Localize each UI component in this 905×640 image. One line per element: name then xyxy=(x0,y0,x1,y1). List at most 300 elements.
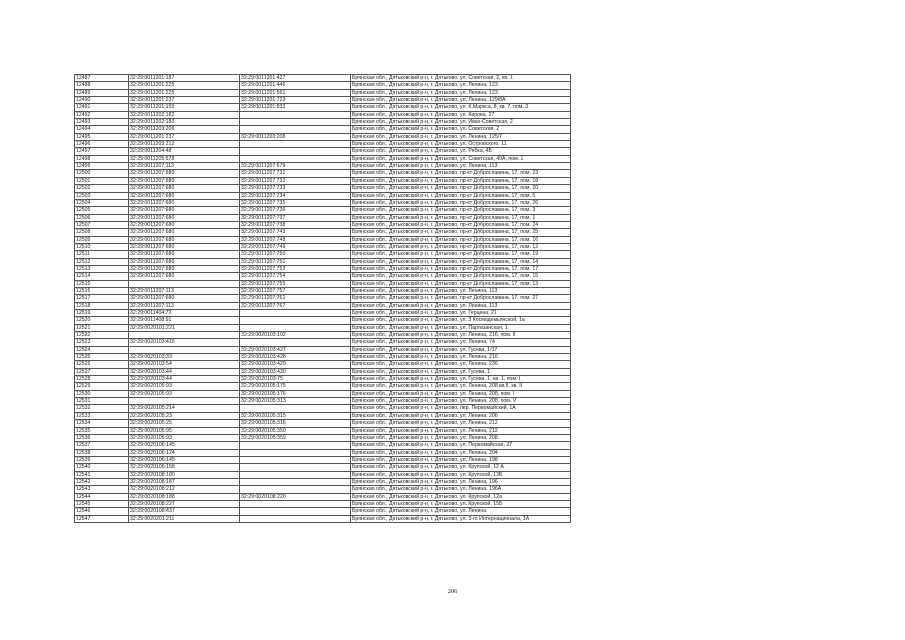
table-row xyxy=(75,163,571,170)
parcel-number-cell: 32:29:0011201:237 xyxy=(129,133,240,140)
object-number-cell xyxy=(240,148,351,155)
table-row xyxy=(75,75,571,82)
address-cell: Брянская обл., Дятьковский р-н, г. Дятьково, пр-кт Доброславина, 17, пом. 19 xyxy=(351,251,571,258)
row-number-cell: 12531 xyxy=(75,398,129,405)
object-number-cell xyxy=(240,471,351,478)
table-row xyxy=(75,273,571,280)
parcel-number-cell: 32:29:0020108:437 xyxy=(129,508,240,515)
row-number-cell: 12507 xyxy=(75,221,129,228)
row-number-cell: 12534 xyxy=(75,420,129,427)
address-cell: Брянская обл., Дятьковский р-н, г. Дятьково, ул. Гусева, 1/17 xyxy=(351,346,571,353)
object-number-cell xyxy=(240,449,351,456)
row-number-cell: 12521 xyxy=(75,324,129,331)
object-number-cell: 32:29:0020105:176 xyxy=(240,390,351,397)
table-row xyxy=(75,229,571,236)
row-number-cell: 12504 xyxy=(75,199,129,206)
table-row xyxy=(75,170,571,177)
table-row xyxy=(75,310,571,317)
address-cell: Брянская обл., Дятьковский р-н, г. Дятьково, ул. Советская, 40А, пом. 1 xyxy=(351,155,571,162)
parcel-number-cell: 32:29:0020108:188 xyxy=(129,493,240,500)
parcel-number-cell: 32:29:0011207:680 xyxy=(129,170,240,177)
row-number-cell: 12525 xyxy=(75,354,129,361)
table-row xyxy=(75,141,571,148)
parcel-number-cell xyxy=(129,332,240,339)
row-number-cell: 12540 xyxy=(75,464,129,471)
address-cell: Брянская обл., Дятьковский р-н, г. Дятьково, ул. Крупской, 13Б xyxy=(351,471,571,478)
address-cell: Брянская обл., Дятьковский р-н, г. Дятьково, ул. Ленина, 208 кв.II, кв. II xyxy=(351,383,571,390)
address-cell: Брянская обл., Дятьковский р-н, г. Дятьково, ул. Ленина, 208, пом. I xyxy=(351,390,571,397)
parcel-number-cell: 32:29:0011207:680 xyxy=(129,265,240,272)
row-number-cell: 12503 xyxy=(75,192,129,199)
table-row xyxy=(75,280,571,287)
object-number-cell: 32:29:0011207:734 xyxy=(240,192,351,199)
object-number-cell xyxy=(240,464,351,471)
address-cell: Брянская обл., Дятьковский р-н, г. Дятьково, пр-кт Доброславина, 17, пом. 27 xyxy=(351,295,571,302)
row-number-cell: 12528 xyxy=(75,376,129,383)
row-number-cell: 12516 xyxy=(75,287,129,294)
table-row xyxy=(75,376,571,383)
object-number-cell: 32:29:0011207:749 xyxy=(240,243,351,250)
object-number-cell: 32:29:0011207:753 xyxy=(240,265,351,272)
address-cell: Брянская обл., Дятьковский р-н, г. Дятьково, ул. Ленина, 129/8А xyxy=(351,97,571,104)
address-cell: Брянская обл., Дятьковский р-н, г. Дятьково, ул. Ленина, 206 xyxy=(351,412,571,419)
object-number-cell: 32:29:0020103:429 xyxy=(240,361,351,368)
object-number-cell xyxy=(240,119,351,126)
address-cell: Брянская обл., Дятьковский р-н, г. Дятьково, ул. Ленина, 208 xyxy=(351,434,571,441)
object-number-cell: 32:29:0011201:427 xyxy=(240,75,351,82)
parcel-number-cell: 32:29:0020103:44 xyxy=(129,376,240,383)
address-cell: Брянская обл., Дятьковский р-н, г. Дятьково, ул. Ленина, 196А xyxy=(351,486,571,493)
table-row xyxy=(75,192,571,199)
object-number-cell: 32:29:0011201:833 xyxy=(240,104,351,111)
object-number-cell: 32:29:0020105:316 xyxy=(240,420,351,427)
parcel-number-cell: 32:29:0011203:212 xyxy=(129,141,240,148)
object-number-cell: 32:29:0020105:359 xyxy=(240,434,351,441)
parcel-number-cell xyxy=(129,346,240,353)
row-number-cell: 12539 xyxy=(75,456,129,463)
object-number-cell: 32:29:0020103:430 xyxy=(240,368,351,375)
address-cell: Брянская обл., Дятьковский р-н, г. Дятьково, пр-кт Доброславина, 17, пом. 24 xyxy=(351,221,571,228)
parcel-number-cell: 32:29:0011207:680 xyxy=(129,207,240,214)
row-number-cell: 12547 xyxy=(75,515,129,522)
parcel-number-cell: 32:29:0020105:93 xyxy=(129,434,240,441)
table-row xyxy=(75,221,571,228)
address-cell: Брянская обл., Дятьковский р-н, г. Дятьково, пр-кт Доброславина, 17, пом. 16 xyxy=(351,236,571,243)
object-number-cell: 32:29:0011207:757 xyxy=(240,287,351,294)
address-cell: Брянская обл., Дятьковский р-н, г. Дятьково, ул. Ленина, 113 xyxy=(351,163,571,170)
address-cell: Брянская обл., Дятьковский р-н, г. Дятьково, ул. 3 Космодемьянской, 1а xyxy=(351,317,571,324)
table-row xyxy=(75,207,571,214)
row-number-cell: 12495 xyxy=(75,133,129,140)
row-number-cell: 12487 xyxy=(75,75,129,82)
address-cell: Брянская обл., Дятьковский р-н, г. Дятьково, ул. Ленина, 123 xyxy=(351,89,571,96)
row-number-cell: 12500 xyxy=(75,170,129,177)
address-cell: Брянская обл., Дятьковский р-н, г. Дятьково, пр-кт Доброславина, 17, пом. 5 xyxy=(351,192,571,199)
parcel-number-cell: 32:29:0011201:187 xyxy=(129,75,240,82)
table-row xyxy=(75,368,571,375)
parcel-number-cell: 32:29:0011204:48 xyxy=(129,148,240,155)
table-row xyxy=(75,258,571,265)
address-cell: Брянская обл., Дятьковский р-н, г. Дятьково, пр-кт Доброславина, 17, пом. 1 xyxy=(351,214,571,221)
row-number-cell: 12512 xyxy=(75,258,129,265)
table-row xyxy=(75,236,571,243)
object-number-cell: 32:29:0020103:102 xyxy=(240,332,351,339)
parcel-number-cell: 32:29:0011207:680 xyxy=(129,221,240,228)
table-row xyxy=(75,243,571,250)
table-row xyxy=(75,434,571,441)
parcel-number-cell: 32:29:0011202:183 xyxy=(129,119,240,126)
parcel-number-cell: 32:29:0020105:214 xyxy=(129,405,240,412)
address-cell: Брянская обл., Дятьковский р-н, г. Дятьково, пр-кт Доброславина, 17, пом. 20 xyxy=(351,185,571,192)
row-number-cell: 12536 xyxy=(75,434,129,441)
address-cell: Брянская обл., Дятьковский р-н, г. Дятьково, ул. Ивах-Советская, 2 xyxy=(351,119,571,126)
parcel-number-cell: 32:29:0020103:44 xyxy=(129,368,240,375)
row-number-cell: 12526 xyxy=(75,361,129,368)
row-number-cell: 12541 xyxy=(75,471,129,478)
table-row xyxy=(75,493,571,500)
address-cell: Брянская обл., Дятьковский р-н, г. Дятьково, ул. Крупской, 15Б xyxy=(351,500,571,507)
row-number-cell: 12517 xyxy=(75,295,129,302)
parcel-number-cell: 32:29:0020108:227 xyxy=(129,500,240,507)
row-number-cell: 12505 xyxy=(75,207,129,214)
table-row xyxy=(75,354,571,361)
address-cell: Брянская обл., Дятьковский р-н, г. Дятьково, пр-кт Доброславина, 17, пом. 17 xyxy=(351,265,571,272)
object-number-cell: 32:29:0011207:737 xyxy=(240,214,351,221)
address-cell: Брянская обл., Дятьковский р-н, г. Дятьково, пр-кт Доброславина, 17, пом. 18 xyxy=(351,177,571,184)
object-number-cell: 32:29:0020103:428 xyxy=(240,354,351,361)
parcel-number-cell: 32:29:0020105:95 xyxy=(129,427,240,434)
address-cell: Брянская обл., Дятьковский р-н, г. Дятьково, ул. Крупской, 12 А xyxy=(351,464,571,471)
table-row xyxy=(75,515,571,522)
address-cell: Брянская обл., Дятьковский р-н, г. Дятьково, пр-кт Доброславина, 17, пом. 3 xyxy=(351,207,571,214)
object-number-cell: 32:29:0020108:220 xyxy=(240,493,351,500)
address-cell: Брянская обл., Дятьковский р-н, г. Дятьково, ул. Герцена, 21 xyxy=(351,310,571,317)
row-number-cell: 12518 xyxy=(75,302,129,309)
row-number-cell: 12492 xyxy=(75,111,129,118)
parcel-number-cell: 32:29:0011207:680 xyxy=(129,214,240,221)
object-number-cell xyxy=(240,405,351,412)
parcel-number-cell: 32:29:0020103:415 xyxy=(129,339,240,346)
table-row xyxy=(75,119,571,126)
table-row xyxy=(75,390,571,397)
object-number-cell: 32:29:0011207:738 xyxy=(240,221,351,228)
row-number-cell: 12497 xyxy=(75,148,129,155)
table-row xyxy=(75,214,571,221)
row-number-cell: 12490 xyxy=(75,97,129,104)
table-row xyxy=(75,486,571,493)
table-row xyxy=(75,133,571,140)
address-cell: Брянская обл., Дятьковский р-н, г. Дятьково, ул. Ленина, 212 xyxy=(351,420,571,427)
address-cell: Брянская обл., Дятьковский р-н, г. Дятьково, ул. Партизанская, 1 xyxy=(351,324,571,331)
object-number-cell: 32:29:0020103:75 xyxy=(240,376,351,383)
parcel-number-cell: 32:29:0020105:93 xyxy=(129,383,240,390)
table-row xyxy=(75,185,571,192)
address-cell: Брянская обл., Дятьковский р-н, г. Дятьково, ул. Ленина, 196 xyxy=(351,478,571,485)
row-number-cell: 12514 xyxy=(75,273,129,280)
address-cell: Брянская обл., Дятьковский р-н, г. Дятьково, ул. Ленина, 208, пом. V xyxy=(351,398,571,405)
table-row xyxy=(75,324,571,331)
parcel-number-cell xyxy=(129,280,240,287)
address-cell: Брянская обл., Дятьковский р-н, г. Дятьково, ул. К.Маркса, 8, кв. 7, пом. 3 xyxy=(351,104,571,111)
parcel-number-cell: 32:29:0011205:678 xyxy=(129,155,240,162)
page-number: 206 xyxy=(447,588,458,595)
parcel-number-cell: 32:29:0011207:680 xyxy=(129,229,240,236)
table-row xyxy=(75,405,571,412)
object-number-cell: 32:29:0011201:561 xyxy=(240,89,351,96)
row-number-cell: 12502 xyxy=(75,185,129,192)
table-row xyxy=(75,199,571,206)
parcel-number-cell: 32:29:0011207:680 xyxy=(129,243,240,250)
table-row xyxy=(75,265,571,272)
address-cell: Брянская обл., Дятьковский р-н, г. Дятьково, ул. Ленина, 123 xyxy=(351,82,571,89)
table-row xyxy=(75,155,571,162)
row-number-cell: 12491 xyxy=(75,104,129,111)
object-number-cell: 32:29:0011207:748 xyxy=(240,236,351,243)
row-number-cell: 12493 xyxy=(75,119,129,126)
row-number-cell: 12532 xyxy=(75,405,129,412)
address-cell: Брянская обл., Дятьковский р-н, г. Дятьково, ул. Кирова, 27 xyxy=(351,111,571,118)
table-row xyxy=(75,471,571,478)
table-row xyxy=(75,449,571,456)
parcel-number-cell: 32:29:0020105:25 xyxy=(129,420,240,427)
object-number-cell xyxy=(240,478,351,485)
parcel-number-cell: 32:29:0020101:221 xyxy=(129,324,240,331)
address-cell: Брянская обл., Дятьковский р-н, г. Дятьково, пр-кт Доброславина, 17, пом. 26 xyxy=(351,199,571,206)
parcel-number-cell: 32:29:0011207:113 xyxy=(129,302,240,309)
row-number-cell: 12523 xyxy=(75,339,129,346)
parcel-number-cell: 32:29:0020105:93 xyxy=(129,390,240,397)
object-number-cell xyxy=(240,500,351,507)
row-number-cell: 12506 xyxy=(75,214,129,221)
object-number-cell xyxy=(240,324,351,331)
address-cell: Брянская обл., Дятьковский р-н, г. Дятьково, пр-кт Доброславина, 17, пом. 14 xyxy=(351,258,571,265)
table-row xyxy=(75,442,571,449)
table-row xyxy=(75,317,571,324)
table-row xyxy=(75,383,571,390)
parcel-number-cell: 32:29:0011207:113 xyxy=(129,287,240,294)
row-number-cell: 12498 xyxy=(75,155,129,162)
parcel-number-cell: 32:29:0011207:680 xyxy=(129,199,240,206)
table-row xyxy=(75,339,571,346)
row-number-cell: 12519 xyxy=(75,310,129,317)
row-number-cell: 12515 xyxy=(75,280,129,287)
object-number-cell: 32:29:0011207:754 xyxy=(240,273,351,280)
row-number-cell: 12489 xyxy=(75,89,129,96)
table-row xyxy=(75,508,571,515)
parcel-number-cell: 32:29:0020108:187 xyxy=(129,478,240,485)
table-row xyxy=(75,177,571,184)
address-cell: Брянская обл., Дятьковский р-н, г. Дятьково, пр-кт Доброславина, 17, пом. 15 xyxy=(351,273,571,280)
object-number-cell: 32:29:0011201:446 xyxy=(240,82,351,89)
object-number-cell xyxy=(240,111,351,118)
address-cell: Брянская обл., Дятьковский р-н, г. Дятьково, ул. Островского, 11 xyxy=(351,141,571,148)
row-number-cell: 12545 xyxy=(75,500,129,507)
parcel-number-cell: 32:29:0011202:182 xyxy=(129,111,240,118)
parcel-number-cell xyxy=(129,398,240,405)
parcel-number-cell: 32:29:0011201:237 xyxy=(129,97,240,104)
object-number-cell: 32:29:0011207:736 xyxy=(240,207,351,214)
address-cell: Брянская обл., Дятьковский р-н, г. Дятьково, ул. Ленина, 216, пом. II xyxy=(351,332,571,339)
table-row xyxy=(75,287,571,294)
parcel-number-cell: 32:29:0020106:145 xyxy=(129,442,240,449)
address-cell: Брянская обл., Дятьковский р-н, г. Дятьково, ул. Ленина, 113 xyxy=(351,302,571,309)
row-number-cell: 12543 xyxy=(75,486,129,493)
address-cell: Брянская обл., Дятьковский р-н, г. Дятьково, ул. Гусева, 1, кв. 1, пом. I xyxy=(351,376,571,383)
table-row xyxy=(75,302,571,309)
parcel-number-cell: 32:29:0011203:206 xyxy=(129,126,240,133)
parcel-number-cell: 32:29:0020103:54 xyxy=(129,361,240,368)
parcel-number-cell: 32:29:0020106:145 xyxy=(129,456,240,463)
table-row xyxy=(75,82,571,89)
table-row xyxy=(75,464,571,471)
parcel-number-cell: 32:29:0011207:680 xyxy=(129,177,240,184)
parcel-number-cell: 32:29:0011408:91 xyxy=(129,317,240,324)
parcel-number-cell: 32:29:0011201:225 xyxy=(129,82,240,89)
address-cell: Брянская обл., Дятьковский р-н, г. Дятьково, ул. Советская, 2 xyxy=(351,126,571,133)
address-cell: Брянская обл., Дятьковский р-н, г. Дятьково, ул. Советская, 2, кв. 1 xyxy=(351,75,571,82)
row-number-cell: 12513 xyxy=(75,265,129,272)
object-number-cell: 32:29:0020105:350 xyxy=(240,427,351,434)
address-cell: Брянская обл., Дятьковский р-н, г. Дятьково, пр-кт Доброславина, 17, пом. 12 xyxy=(351,243,571,250)
row-number-cell: 12508 xyxy=(75,229,129,236)
object-number-cell: 32:29:0020105:175 xyxy=(240,383,351,390)
row-number-cell: 12522 xyxy=(75,332,129,339)
registry-table-body xyxy=(75,75,571,523)
object-number-cell xyxy=(240,126,351,133)
table-row xyxy=(75,346,571,353)
object-number-cell xyxy=(240,508,351,515)
table-row xyxy=(75,97,571,104)
table-row xyxy=(75,398,571,405)
address-cell: Брянская обл., Дятьковский р-н, г. Дятьково, ул. Ленина, 113 xyxy=(351,287,571,294)
object-number-cell xyxy=(240,317,351,324)
address-cell: Брянская обл., Дятьковский р-н, г. Дятьково, пр-кт Доброславина, 17, пом. 23 xyxy=(351,170,571,177)
address-cell: Брянская обл., Дятьковский р-н, г. Дятьково, ул. 3-го Интернационала, 1А xyxy=(351,515,571,522)
parcel-number-cell: 32:29:0020108:180 xyxy=(129,471,240,478)
table-row xyxy=(75,332,571,339)
parcel-number-cell: 32:29:0020103:33 xyxy=(129,354,240,361)
object-number-cell: 32:29:0011201:723 xyxy=(240,97,351,104)
parcel-number-cell: 32:29:0011207:680 xyxy=(129,295,240,302)
parcel-number-cell: 32:29:0011404:72 xyxy=(129,310,240,317)
object-number-cell xyxy=(240,339,351,346)
address-cell: Брянская обл., Дятьковский р-н, г. Дятьково, ул. Первомайская, 27 xyxy=(351,442,571,449)
object-number-cell: 32:29:0011207:761 xyxy=(240,295,351,302)
address-cell: Брянская обл., Дятьковский р-н, г. Дятьково, ул. Ленина xyxy=(351,508,571,515)
object-number-cell: 32:29:0011207:735 xyxy=(240,199,351,206)
object-number-cell: 32:29:0011203:208 xyxy=(240,133,351,140)
row-number-cell: 12510 xyxy=(75,243,129,250)
parcel-number-cell: 32:29:0011207:680 xyxy=(129,251,240,258)
parcel-number-cell: 32:29:0011201:159 xyxy=(129,104,240,111)
parcel-number-cell: 32:29:0020108:212 xyxy=(129,486,240,493)
row-number-cell: 12524 xyxy=(75,346,129,353)
row-number-cell: 12533 xyxy=(75,412,129,419)
parcel-number-cell: 32:29:0020106:158 xyxy=(129,464,240,471)
address-cell: Брянская обл., Дятьковский р-н, г. Дятьково, пр-кт Доброславина, 17, пом. 25 xyxy=(351,229,571,236)
row-number-cell: 12538 xyxy=(75,449,129,456)
parcel-number-cell: 32:29:0011207:113 xyxy=(129,163,240,170)
object-number-cell xyxy=(240,155,351,162)
object-number-cell: 32:29:0020105:313 xyxy=(240,398,351,405)
row-number-cell: 12542 xyxy=(75,478,129,485)
table-row xyxy=(75,500,571,507)
parcel-number-cell: 32:29:0020106:124 xyxy=(129,449,240,456)
object-number-cell xyxy=(240,442,351,449)
table-row xyxy=(75,295,571,302)
address-cell: Брянская обл., Дятьковский р-н, г. Дятьково, ул. Ленина, 74 xyxy=(351,339,571,346)
row-number-cell: 12499 xyxy=(75,163,129,170)
parcel-number-cell: 32:29:0011207:680 xyxy=(129,185,240,192)
object-number-cell: 32:29:0011207:751 xyxy=(240,258,351,265)
row-number-cell: 12529 xyxy=(75,383,129,390)
object-number-cell: 32:29:0011207:679 xyxy=(240,163,351,170)
object-number-cell: 32:29:0011207:733 xyxy=(240,185,351,192)
row-number-cell: 12544 xyxy=(75,493,129,500)
row-number-cell: 12520 xyxy=(75,317,129,324)
table-row xyxy=(75,89,571,96)
address-cell: Брянская обл., Дятьковский р-н, г. Дятьково, ул. Крупской, 12а xyxy=(351,493,571,500)
address-cell: Брянская обл., Дятьковский р-н, г. Дятьково, ул. Рябка, 4Б xyxy=(351,148,571,155)
table-row xyxy=(75,104,571,111)
parcel-number-cell: 32:29:0020105:23 xyxy=(129,412,240,419)
object-number-cell: 32:29:0020103:427 xyxy=(240,346,351,353)
address-cell: Брянская обл., Дятьковский р-н, г. Дятьково, ул. Ленина, 236 xyxy=(351,361,571,368)
address-cell: Брянская обл., Дятьковский р-н, г. Дятьково, пр-кт Доброславина, 17, пом. 13 xyxy=(351,280,571,287)
row-number-cell: 12537 xyxy=(75,442,129,449)
table-row xyxy=(75,361,571,368)
table-row xyxy=(75,111,571,118)
table-row xyxy=(75,148,571,155)
address-cell: Брянская обл., Дятьковский р-н, г. Дятьково, пер. Первомайский, 1А xyxy=(351,405,571,412)
object-number-cell xyxy=(240,515,351,522)
row-number-cell: 12511 xyxy=(75,251,129,258)
object-number-cell: 32:29:0011207:767 xyxy=(240,302,351,309)
address-cell: Брянская обл., Дятьковский р-н, г. Дятьково, ул. Ленина, 204 xyxy=(351,449,571,456)
address-cell: Брянская обл., Дятьковский р-н, г. Дятьково, ул. Ленина, 198 xyxy=(351,456,571,463)
object-number-cell xyxy=(240,456,351,463)
object-number-cell: 32:29:0011207:750 xyxy=(240,251,351,258)
address-cell: Брянская обл., Дятьковский р-н, г. Дятьково, ул. Гусева, 1 xyxy=(351,368,571,375)
row-number-cell: 12535 xyxy=(75,427,129,434)
row-number-cell: 12496 xyxy=(75,141,129,148)
row-number-cell: 12488 xyxy=(75,82,129,89)
table-row xyxy=(75,412,571,419)
parcel-number-cell: 32:29:0011207:680 xyxy=(129,273,240,280)
parcel-number-cell: 32:29:0011207:680 xyxy=(129,236,240,243)
object-number-cell xyxy=(240,486,351,493)
object-number-cell: 32:29:0011207:732 xyxy=(240,177,351,184)
object-number-cell xyxy=(240,141,351,148)
row-number-cell: 12546 xyxy=(75,508,129,515)
object-number-cell: 32:29:0011207:755 xyxy=(240,280,351,287)
parcel-number-cell: 32:29:0020201:211 xyxy=(129,515,240,522)
parcel-number-cell: 32:29:0011201:225 xyxy=(129,89,240,96)
row-number-cell: 12494 xyxy=(75,126,129,133)
object-number-cell: 32:29:0020105:315 xyxy=(240,412,351,419)
row-number-cell: 12501 xyxy=(75,177,129,184)
object-number-cell xyxy=(240,310,351,317)
table-row xyxy=(75,420,571,427)
table-row xyxy=(75,478,571,485)
object-number-cell: 32:29:0011207:731 xyxy=(240,170,351,177)
row-number-cell: 12530 xyxy=(75,390,129,397)
object-number-cell: 32:29:0011207:743 xyxy=(240,229,351,236)
table-row xyxy=(75,126,571,133)
parcel-number-cell: 32:29:0011207:680 xyxy=(129,258,240,265)
parcel-number-cell: 32:29:0011207:680 xyxy=(129,192,240,199)
table-row xyxy=(75,251,571,258)
